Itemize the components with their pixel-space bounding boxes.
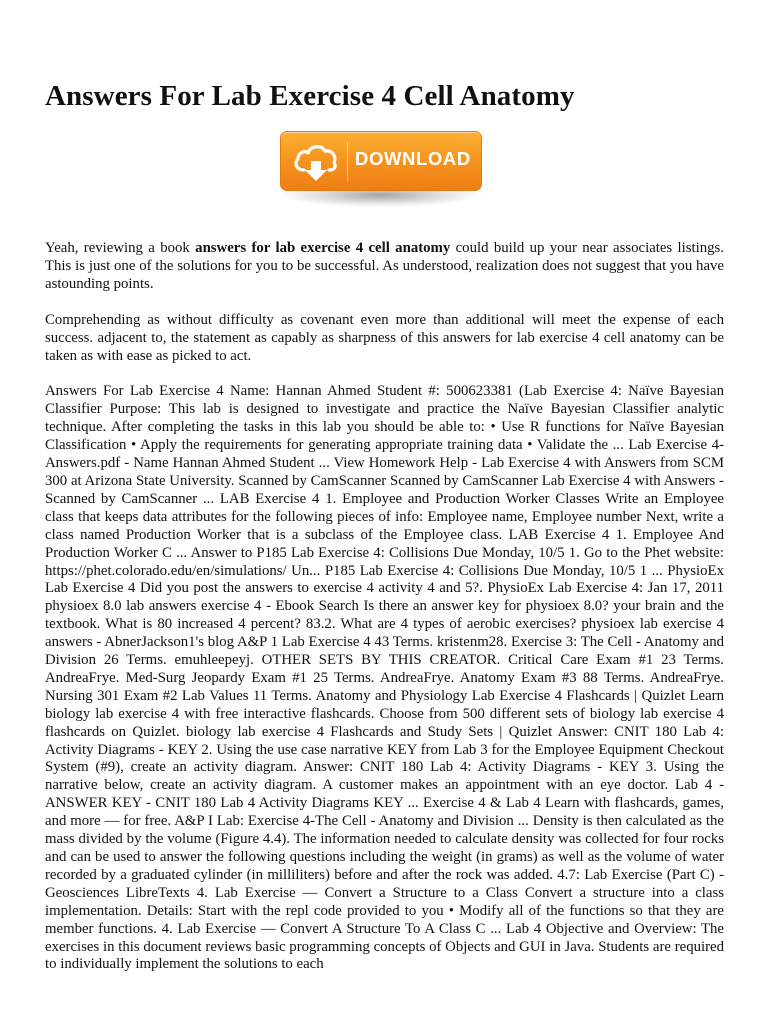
intro-text-after: could build up your near associates listings. This is just one of the solutions for you to be successful. As understood, realization does not suggest that you have astounding points.: [45, 240, 724, 292]
download-button-area: [276, 131, 484, 213]
intro-text-before: Yeah, reviewing a book: [45, 240, 196, 256]
book-title-bold: answers for lab exercise 4 cell anatomy: [195, 240, 451, 256]
cloud-download-icon: [291, 139, 341, 183]
article-body: [45, 240, 724, 992]
intro-paragraph: [45, 240, 724, 294]
download-button[interactable]: [280, 131, 482, 191]
download-button-divider: [347, 141, 348, 181]
second-paragraph: Comprehending as without difficulty as covenant even more than additional will meet the expense of each success. adjacent to, the statement as capably as sharpness of this answers for lab exercise 4 cell anatomy can be taken as with ease as picked to act.: [45, 311, 724, 364]
answers-paragraph: Answers For Lab Exercise 4 Name: Hannan Ahmed Student #: 500623381 (Lab Exercise 4: Naïve Bayesian Classifier Purpose: This lab is designed to investigate and practice the Naïve Bayesian Classifier analytic technique. After completing the tasks in this lab you should be able to: • Use R functions for Naïve Bayesian Classification • Apply the requirements for generating appropriate training data • Validate the ... Lab Exercise 4-Answers.pdf - Name Hannan Ahmed Student ... View Homework Help - Lab Exercise 4 with Answers from SCM 300 at Arizona State University. Scanned by CamScanner Scanned by CamScanner Lab Exercise 4 with Answers - Scanned by CamScanner ... LAB Exercise 4 1. Employee and Production Worker Classes Write an Employee class that keeps data attributes for the following pieces of info: Employee name, Employee number Next, write a class named Production Worker that is a subclass of the Employee class. LAB Exercise 4 1. Employee And Production Worker C ... Answer to P185 Lab Exercise 4: Collisions Due Monday, 10/5 1. Go to the Phet website: https://phet.colorado.edu/en/simulations/ Un... P185 Lab Exercise 4: Collisions Due Monday, 10/5 1 ... PhysioEx Lab Exercise 4 Did you post the answers to exercise 4 activity 4 and 5?. PhysioEx Lab Exercise 4: Jan 17, 2011 physioex 8.0 lab answers exercise 4 - Ebook Search Is there an answer key for physioex 8.0? your brain and the textbook. What is 80 increased 4 percent? 83.2. What are 4 types of aerobic exercises? physioex lab exercise 4 answers - AbnerJackson1's blog A&P 1 Lab Exercise 4 43 Terms. kristenm28. Exercise 3: The Cell - Anatomy and Division 26 Terms. emuhleepeyj. OTHER SETS BY THIS CREATOR. Critical Care Exam #1 23 Terms. AndreaFrye. Med-Surg Jeopardy Exam #1 25 Terms. AndreaFrye. Anatomy Exam #3 88 Terms. AndreaFrye. Nursing 301 Exam #2 Lab Values 11 Terms. Anatomy and Physiology Lab Exercise 4 Flashcards | Quizlet Learn biology lab exercise 4 with free interactive flashcards. Choose from 500 different sets of biology lab exercise 4 flashcards on Quizlet. biology lab exercise 4 Flashcards and Study Sets | Quizlet Answer: CNIT 180 Lab 4: Activity Diagrams - KEY 2. Using the use case narrative KEY from Lab 3 for the Employee Equipment Checkout System (#9), create an activity diagram. Answer: CNIT 180 Lab 4: Activity Diagrams - KEY 3. Using the narrative below, create an activity diagram. A customer makes an appointment with an eye doctor. Lab 4 - ANSWER KEY - CNIT 180 Lab 4 Activity Diagrams KEY ... Exercise 4 & Lab 4 Learn with flashcards, games, and more — for free. A&P I Lab: Exercise 4-The Cell - Anatomy and Division ... Density is then calculated as the mass divided by the volume (Figure 4.4). The information needed to calculate density was collected for four rocks and can be used to answer the following questions including the weight (in grams) as well as the volume of water recorded by a graduated cylinder (in milliliters) before and after the rock was added. 4.7: Lab Exercise (Part C) - Geosciences LibreTexts 4. Lab Exercise — Convert a Structure to a Class Convert a structure into a class implementation. Details: Start with the repl code provided to you • Modify all of the functions so that they are member functions. 4. Lab Exercise — Convert A Structure To A Class C ... Lab 4 Objective and Overview: The exercises in this document reviews basic programming concepts of Objects and GUI in Java. Students are required to individually implement the solutions to each: [45, 383, 724, 973]
download-label: DOWNLOAD: [355, 148, 471, 169]
page-title: Answers For Lab Exercise 4 Cell Anatomy: [45, 80, 575, 112]
